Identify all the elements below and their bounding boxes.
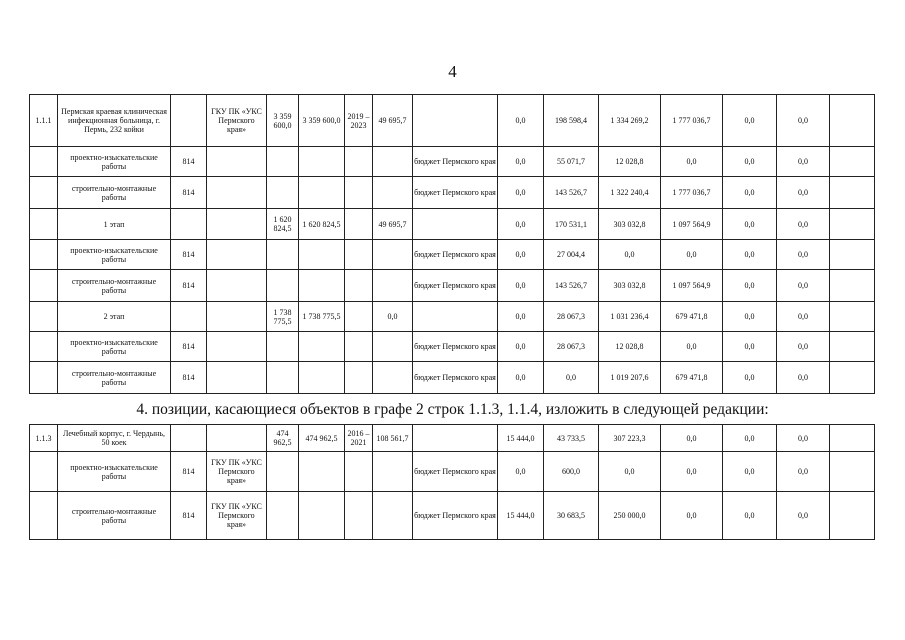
- table-cell: 0,0: [498, 147, 544, 177]
- table-cell: [830, 452, 875, 492]
- table-cell: проектно-изыскательские работы: [58, 147, 171, 177]
- table-cell: [207, 240, 267, 270]
- table-cell: ГКУ ПК «УКС Пермского края»: [207, 492, 267, 540]
- table-cell: [413, 209, 498, 240]
- table-cell: 15 444,0: [498, 492, 544, 540]
- table-cell: 15 444,0: [498, 425, 544, 452]
- table-cell: [30, 302, 58, 332]
- table-cell: 143 526,7: [544, 177, 599, 209]
- table-cell: 0,0: [777, 302, 830, 332]
- table-cell: 814: [171, 177, 207, 209]
- table-cell: 0,0: [777, 177, 830, 209]
- table-cell: Лечебный корпус, г. Чердынь, 50 коек: [58, 425, 171, 452]
- table-cell: [30, 177, 58, 209]
- table-cell: 307 223,3: [599, 425, 661, 452]
- table-cell: [30, 362, 58, 394]
- table-cell: [299, 147, 345, 177]
- table-row: [30, 147, 875, 177]
- table-cell: [830, 240, 875, 270]
- table-cell: строительно-монтажные работы: [58, 362, 171, 394]
- table-cell: [373, 240, 413, 270]
- table-cell: 1.1.1: [30, 95, 58, 147]
- table-cell: бюджет Пермского края: [413, 452, 498, 492]
- table-cell: 198 598,4: [544, 95, 599, 147]
- table-cell: 1 620 824,5: [267, 209, 299, 240]
- table-cell: [345, 452, 373, 492]
- page-number: 4: [448, 62, 457, 81]
- table-cell: 0,0: [723, 362, 777, 394]
- table-cell: [413, 302, 498, 332]
- table-cell: 0,0: [661, 425, 723, 452]
- table-cell: 43 733,5: [544, 425, 599, 452]
- table-cell: [373, 452, 413, 492]
- table-cell: [207, 147, 267, 177]
- table-cell: [830, 177, 875, 209]
- table-cell: Пермская краевая клиническая инфекционная больница, г. Пермь, 232 койки: [58, 95, 171, 147]
- table-cell: 30 683,5: [544, 492, 599, 540]
- table-row: [30, 177, 875, 209]
- table-cell: 1 777 036,7: [661, 177, 723, 209]
- table-cell: 0,0: [661, 492, 723, 540]
- table-cell: бюджет Пермского края: [413, 270, 498, 302]
- table-cell: [30, 452, 58, 492]
- table-cell: [830, 95, 875, 147]
- table-cell: 0,0: [723, 95, 777, 147]
- table-cell: 28 067,3: [544, 302, 599, 332]
- table-cell: 12 028,8: [599, 332, 661, 362]
- table-cell: 2019 – 2023: [345, 95, 373, 147]
- table-cell: 814: [171, 332, 207, 362]
- table-cell: 679 471,8: [661, 302, 723, 332]
- table-cell: бюджет Пермского края: [413, 332, 498, 362]
- table-cell: [207, 209, 267, 240]
- section-heading: 4. позиции, касающиеся объектов в графе 2 строк 1.1.3, 1.1.4, изложить в следующей редакции:: [136, 401, 769, 418]
- table-cell: 814: [171, 270, 207, 302]
- table-cell: 0,0: [777, 147, 830, 177]
- table-cell: 814: [171, 147, 207, 177]
- table-cell: [299, 270, 345, 302]
- table-cell: 0,0: [777, 492, 830, 540]
- table-cell: [373, 332, 413, 362]
- table-cell: 0,0: [498, 177, 544, 209]
- table-cell: [207, 332, 267, 362]
- table-cell: 0,0: [723, 270, 777, 302]
- table-cell: 0,0: [498, 209, 544, 240]
- table-cell: 1 738 775,5: [299, 302, 345, 332]
- table-cell: 1 334 269,2: [599, 95, 661, 147]
- table-row: [30, 95, 875, 147]
- table-cell: 0,0: [723, 209, 777, 240]
- table-cell: 814: [171, 240, 207, 270]
- table-cell: 0,0: [661, 452, 723, 492]
- table-cell: [267, 492, 299, 540]
- table-cell: [373, 492, 413, 540]
- table-cell: [299, 452, 345, 492]
- table-cell: 1 777 036,7: [661, 95, 723, 147]
- table-cell: [345, 147, 373, 177]
- table-row: [30, 492, 875, 540]
- table-cell: [30, 147, 58, 177]
- table-cell: 814: [171, 452, 207, 492]
- table-cell: 303 032,8: [599, 270, 661, 302]
- table-cell: [299, 332, 345, 362]
- table-cell: [267, 240, 299, 270]
- table-cell: бюджет Пермского края: [413, 492, 498, 540]
- table-cell: [830, 492, 875, 540]
- table-cell: 3 359 600,0: [299, 95, 345, 147]
- table-cell: проектно-изыскательские работы: [58, 240, 171, 270]
- table-cell: [30, 209, 58, 240]
- table-cell: 1 322 240,4: [599, 177, 661, 209]
- table-cell: 0,0: [777, 209, 830, 240]
- table-cell: 0,0: [777, 240, 830, 270]
- table-cell: [345, 492, 373, 540]
- table-cell: 600,0: [544, 452, 599, 492]
- table-cell: 1 этап: [58, 209, 171, 240]
- table-cell: [299, 240, 345, 270]
- table-cell: [207, 302, 267, 332]
- table-cell: 0,0: [498, 452, 544, 492]
- table-cell: [373, 177, 413, 209]
- table-cell: ГКУ ПК «УКС Пермского края»: [207, 452, 267, 492]
- table-cell: 28 067,3: [544, 332, 599, 362]
- table-section-2: [29, 424, 875, 540]
- table-cell: [267, 452, 299, 492]
- table-cell: 0,0: [777, 95, 830, 147]
- table-cell: бюджет Пермского края: [413, 147, 498, 177]
- table-cell: 0,0: [723, 147, 777, 177]
- table-cell: [345, 270, 373, 302]
- table-cell: [299, 492, 345, 540]
- table-cell: 250 000,0: [599, 492, 661, 540]
- table-cell: [207, 270, 267, 302]
- table-cell: строительно-монтажные работы: [58, 270, 171, 302]
- table-cell: 1.1.3: [30, 425, 58, 452]
- table-cell: [171, 95, 207, 147]
- table-cell: 0,0: [723, 492, 777, 540]
- table-cell: 0,0: [723, 452, 777, 492]
- table-cell: 12 028,8: [599, 147, 661, 177]
- table-cell: [207, 425, 267, 452]
- table-row: [30, 332, 875, 362]
- table-section-1: [29, 94, 875, 394]
- table-cell: [373, 147, 413, 177]
- table-cell: 814: [171, 492, 207, 540]
- table-cell: 1 031 236,4: [599, 302, 661, 332]
- table-cell: 0,0: [777, 270, 830, 302]
- table-cell: 0,0: [723, 332, 777, 362]
- table-cell: 474 962,5: [299, 425, 345, 452]
- table-cell: 2 этап: [58, 302, 171, 332]
- table-cell: [830, 270, 875, 302]
- table-cell: [171, 209, 207, 240]
- table-cell: проектно-изыскательские работы: [58, 452, 171, 492]
- table-cell: [830, 332, 875, 362]
- table-cell: 0,0: [661, 147, 723, 177]
- table-cell: 1 019 207,6: [599, 362, 661, 394]
- table-cell: 0,0: [498, 332, 544, 362]
- table-cell: [299, 362, 345, 394]
- table-cell: 0,0: [544, 362, 599, 394]
- table-cell: бюджет Пермского края: [413, 362, 498, 394]
- table-row: [30, 362, 875, 394]
- table-cell: [30, 332, 58, 362]
- table-cell: [267, 270, 299, 302]
- table-cell: 0,0: [498, 302, 544, 332]
- table-cell: 814: [171, 362, 207, 394]
- table-row: [30, 302, 875, 332]
- table-cell: [373, 362, 413, 394]
- table-cell: 679 471,8: [661, 362, 723, 394]
- table-cell: [345, 240, 373, 270]
- table-cell: 1 097 564,9: [661, 270, 723, 302]
- table-cell: [171, 302, 207, 332]
- table-cell: 0,0: [777, 425, 830, 452]
- table-cell: [830, 362, 875, 394]
- table-cell: [267, 147, 299, 177]
- table-cell: 0,0: [723, 240, 777, 270]
- table-cell: 303 032,8: [599, 209, 661, 240]
- table-cell: 0,0: [723, 425, 777, 452]
- table-cell: [30, 270, 58, 302]
- table-cell: [830, 425, 875, 452]
- table-cell: 0,0: [498, 270, 544, 302]
- table-cell: 0,0: [723, 177, 777, 209]
- table-cell: 0,0: [498, 95, 544, 147]
- table-cell: [267, 332, 299, 362]
- table-cell: 0,0: [599, 240, 661, 270]
- table-cell: [830, 209, 875, 240]
- table-cell: 49 695,7: [373, 209, 413, 240]
- table-cell: 0,0: [723, 302, 777, 332]
- table-cell: 0,0: [661, 240, 723, 270]
- table-cell: строительно-монтажные работы: [58, 492, 171, 540]
- table-cell: бюджет Пермского края: [413, 240, 498, 270]
- table-cell: ГКУ ПК «УКС Пермского края»: [207, 95, 267, 147]
- table-cell: [830, 302, 875, 332]
- table-cell: бюджет Пермского края: [413, 177, 498, 209]
- table-cell: 0,0: [498, 362, 544, 394]
- table-cell: [299, 177, 345, 209]
- table-row: [30, 270, 875, 302]
- table-cell: 0,0: [661, 332, 723, 362]
- table-cell: 3 359 600,0: [267, 95, 299, 147]
- table-cell: 0,0: [599, 452, 661, 492]
- table-cell: 2016 – 2021: [345, 425, 373, 452]
- table-row: [30, 425, 875, 452]
- table-cell: 0,0: [777, 452, 830, 492]
- table-cell: [207, 177, 267, 209]
- table-cell: [171, 425, 207, 452]
- table-cell: 1 620 824,5: [299, 209, 345, 240]
- table-cell: строительно-монтажные работы: [58, 177, 171, 209]
- table-cell: [413, 95, 498, 147]
- table-cell: [830, 147, 875, 177]
- table-cell: [30, 240, 58, 270]
- table-cell: 143 526,7: [544, 270, 599, 302]
- table-cell: 108 561,7: [373, 425, 413, 452]
- table-cell: 0,0: [498, 240, 544, 270]
- table-cell: 55 071,7: [544, 147, 599, 177]
- table-cell: [207, 362, 267, 394]
- table-cell: 170 531,1: [544, 209, 599, 240]
- table-cell: [345, 177, 373, 209]
- table-cell: 0,0: [373, 302, 413, 332]
- table-cell: [267, 362, 299, 394]
- table-cell: [345, 332, 373, 362]
- table-cell: 1 738 775,5: [267, 302, 299, 332]
- table-row: [30, 240, 875, 270]
- table-cell: [413, 425, 498, 452]
- table-cell: 0,0: [777, 332, 830, 362]
- table-cell: 474 962,5: [267, 425, 299, 452]
- table-row: [30, 209, 875, 240]
- table-cell: 0,0: [777, 362, 830, 394]
- table-cell: [345, 362, 373, 394]
- table-cell: проектно-изыскательские работы: [58, 332, 171, 362]
- table-cell: [373, 270, 413, 302]
- table-cell: [267, 177, 299, 209]
- table-row: [30, 452, 875, 492]
- table-cell: [30, 492, 58, 540]
- table-cell: 1 097 564,9: [661, 209, 723, 240]
- table-cell: 49 695,7: [373, 95, 413, 147]
- table-cell: [345, 209, 373, 240]
- table-cell: [345, 302, 373, 332]
- table-cell: 27 004,4: [544, 240, 599, 270]
